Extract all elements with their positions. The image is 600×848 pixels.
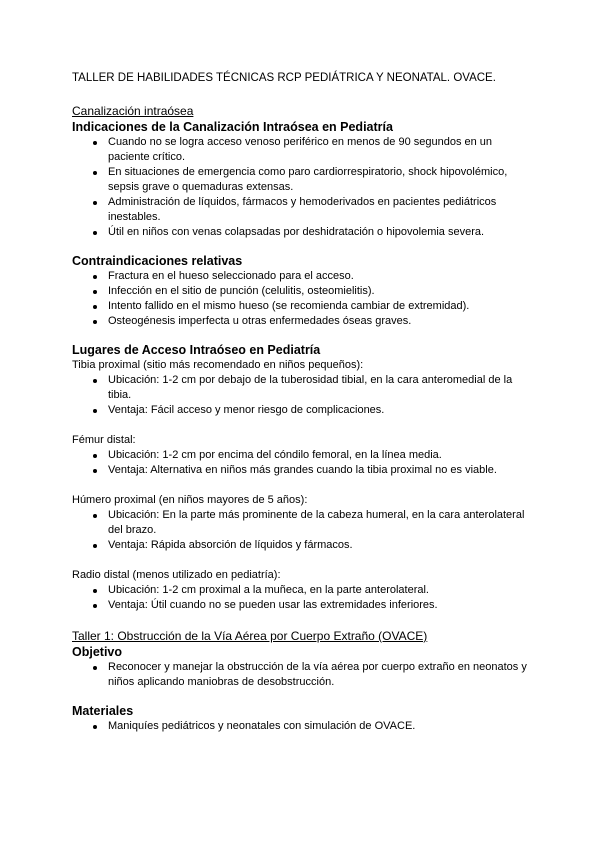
- heading-indicaciones: Indicaciones de la Canalización Intraósea en Pediatría: [72, 120, 393, 134]
- list-item: En situaciones de emergencia como paro cardiorrespiratorio, shock hipovolémico, sepsis grave o quemaduras extensas.: [108, 165, 532, 195]
- list-item: Útil en niños con venas colapsadas por deshidratación o hipovolemia severa.: [108, 225, 532, 240]
- heading-lugares: Lugares de Acceso Intraóseo en Pediatría: [72, 343, 321, 357]
- list-item: Reconocer y manejar la obstrucción de la vía aérea por cuerpo extraño en neonatos y niños aplicando maniobras de desobstrucción.: [108, 660, 532, 690]
- site-list: [72, 583, 532, 613]
- list-item: Intento fallido en el mismo hueso (se recomienda cambiar de extremidad).: [108, 299, 532, 314]
- site-list: [72, 448, 532, 478]
- site-name: Húmero proximal (en niños mayores de 5 años):: [72, 494, 308, 506]
- site-name: Fémur distal:: [72, 434, 136, 446]
- list-item: Ventaja: Útil cuando no se pueden usar las extremidades inferiores.: [108, 598, 532, 613]
- site-name: Radio distal (menos utilizado en pediatría):: [72, 569, 281, 581]
- list-item: Fractura en el hueso seleccionado para el acceso.: [108, 269, 532, 284]
- site-list: [72, 373, 532, 418]
- section-label-canalizacion: Canalización intraósea: [72, 104, 194, 118]
- heading-objetivo: Objetivo: [72, 645, 123, 659]
- list-item: Ubicación: 1-2 cm por encima del cóndilo femoral, en la línea media.: [108, 448, 532, 463]
- list-item: Ventaja: Fácil acceso y menor riesgo de complicaciones.: [108, 403, 532, 418]
- list-item: Ubicación: 1-2 cm por debajo de la tuberosidad tibial, en la cara anteromedial de la tibia.: [108, 373, 532, 403]
- heading-contraindicaciones: Contraindicaciones relativas: [72, 254, 243, 268]
- materiales-list: [72, 719, 532, 734]
- list-item: Ventaja: Rápida absorción de líquidos y fármacos.: [108, 538, 532, 553]
- list-item: Ventaja: Alternativa en niños más grandes cuando la tibia proximal no es viable.: [108, 463, 532, 478]
- document-title: TALLER DE HABILIDADES TÉCNICAS RCP PEDIÁTRICA Y NEONATAL. OVACE.: [72, 72, 496, 84]
- list-item: Infección en el sitio de punción (celulitis, osteomielitis).: [108, 284, 532, 299]
- list-item: Administración de líquidos, fármacos y hemoderivados en pacientes pediátricos inestables.: [108, 195, 532, 225]
- site-name: Tibia proximal (sitio más recomendado en niños pequeños):: [72, 359, 364, 371]
- indicaciones-list: [72, 135, 532, 240]
- list-item: Ubicación: En la parte más prominente de la cabeza humeral, en la cara anterolateral del brazo.: [108, 508, 532, 538]
- site-list: [72, 508, 532, 553]
- document-page: [72, 70, 532, 734]
- list-item: Cuando no se logra acceso venoso periférico en menos de 90 segundos en un paciente crítico.: [108, 135, 532, 165]
- list-item: Osteogénesis imperfecta u otras enfermedades óseas graves.: [108, 314, 532, 329]
- objetivo-list: [72, 660, 532, 690]
- list-item: Maniquíes pediátricos y neonatales con simulación de OVACE.: [108, 719, 532, 734]
- heading-materiales: Materiales: [72, 704, 134, 718]
- list-item: Ubicación: 1-2 cm proximal a la muñeca, en la parte anterolateral.: [108, 583, 532, 598]
- contraindicaciones-list: [72, 269, 532, 329]
- section-label-taller-1: Taller 1: Obstrucción de la Vía Aérea por Cuerpo Extraño (OVACE): [72, 629, 428, 643]
